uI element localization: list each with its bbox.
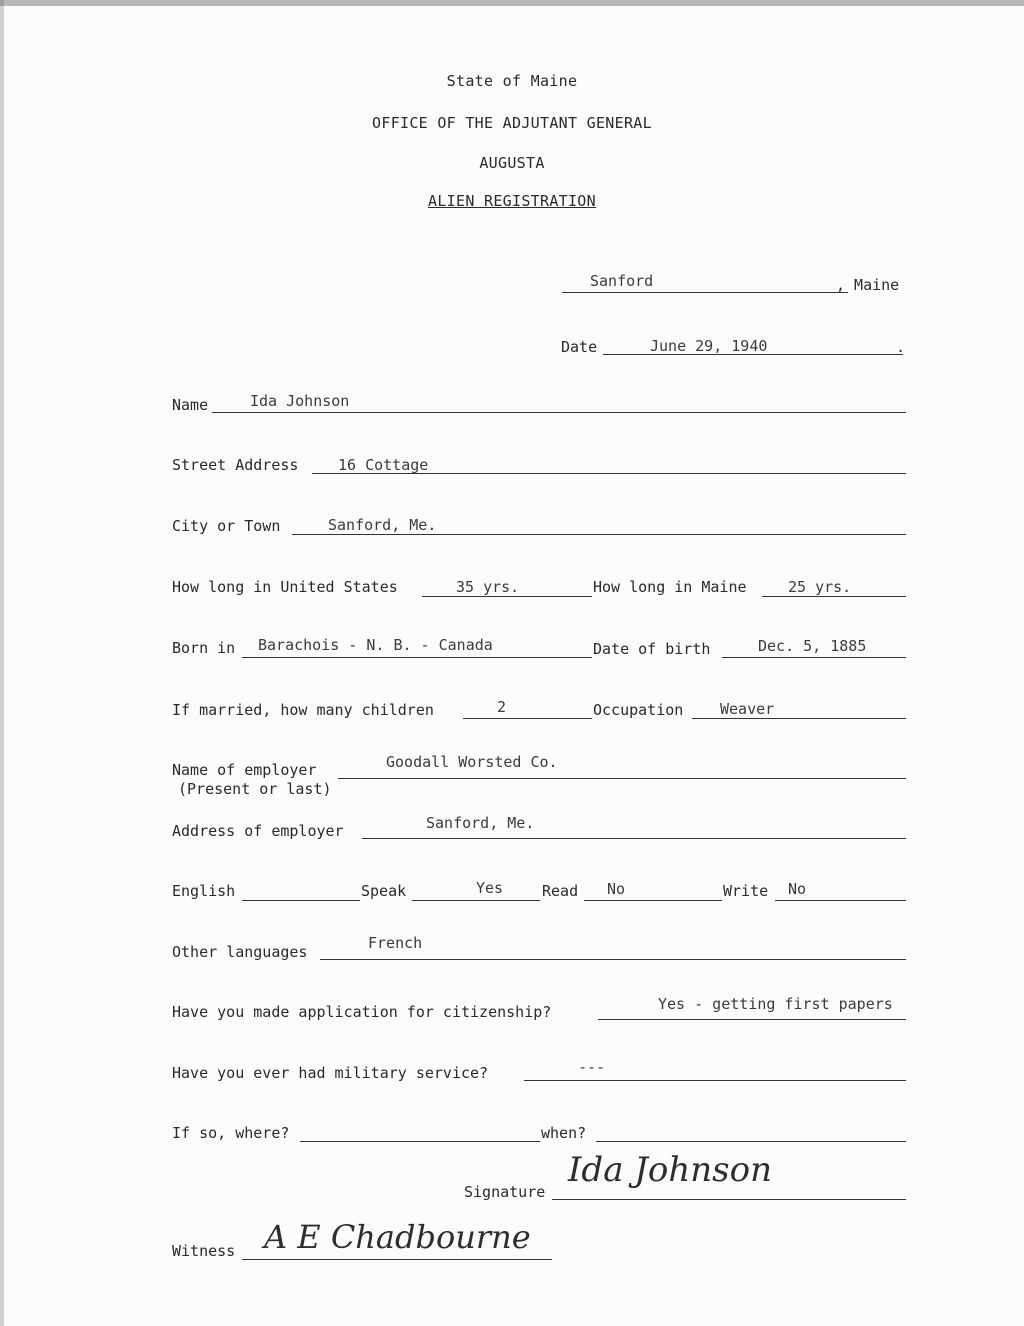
header-state: State of Maine bbox=[446, 72, 578, 90]
occupation-label: Occupation bbox=[593, 701, 684, 719]
street-label: Street Address bbox=[172, 456, 299, 474]
us-time-line bbox=[422, 596, 592, 597]
witness-handwriting: A E Chadbourne bbox=[264, 1218, 531, 1256]
date-line bbox=[603, 354, 903, 355]
maine-time-value: 25 yrs. bbox=[788, 578, 852, 596]
children-line bbox=[463, 718, 592, 719]
when-label: when? bbox=[541, 1124, 587, 1142]
born-label: Born in bbox=[172, 639, 236, 657]
speak-line bbox=[412, 900, 540, 901]
other-languages-label: Other languages bbox=[172, 943, 308, 961]
maine-time-label: How long in Maine bbox=[593, 578, 747, 596]
dob-line bbox=[722, 657, 906, 658]
military-line bbox=[524, 1080, 906, 1081]
english-label: English bbox=[172, 882, 236, 900]
other-languages-line bbox=[320, 959, 906, 960]
scan-top-edge bbox=[0, 0, 1024, 6]
speak-label: Speak bbox=[361, 882, 407, 900]
employer-sublabel: (Present or last) bbox=[178, 780, 332, 798]
header-office: OFFICE OF THE ADJUTANT GENERAL bbox=[372, 114, 652, 132]
place-line bbox=[562, 292, 848, 293]
name-line bbox=[212, 412, 906, 413]
employer-line bbox=[338, 778, 906, 779]
where-line bbox=[300, 1141, 540, 1142]
signature-handwriting: Ida Johnson bbox=[568, 1150, 772, 1190]
born-value: Barachois - N. B. - Canada bbox=[258, 636, 493, 654]
employer-label: Name of employer bbox=[172, 761, 317, 779]
date-value: June 29, 1940 bbox=[650, 337, 768, 355]
employer-address-label: Address of employer bbox=[172, 822, 344, 840]
english-line bbox=[242, 900, 360, 901]
children-label: If married, how many children bbox=[172, 701, 434, 719]
name-value: Ida Johnson bbox=[250, 392, 350, 410]
date-end: . bbox=[896, 338, 906, 356]
citizenship-value: Yes - getting first papers bbox=[658, 995, 893, 1013]
city-label: City or Town bbox=[172, 517, 281, 535]
place-suffix: , Maine bbox=[836, 276, 900, 294]
us-time-value: 35 yrs. bbox=[456, 578, 520, 596]
name-label: Name bbox=[172, 396, 209, 414]
write-value: No bbox=[788, 880, 807, 898]
street-line bbox=[312, 473, 906, 474]
military-label: Have you ever had military service? bbox=[172, 1064, 489, 1082]
employer-address-value: Sanford, Me. bbox=[426, 814, 535, 832]
born-line bbox=[242, 657, 592, 658]
occupation-value: Weaver bbox=[720, 700, 775, 718]
occupation-line bbox=[692, 718, 906, 719]
date-label: Date bbox=[561, 338, 598, 356]
employer-address-line bbox=[362, 838, 906, 839]
city-line bbox=[292, 534, 906, 535]
other-languages-value: French bbox=[368, 934, 423, 952]
street-value: 16 Cottage bbox=[338, 456, 429, 474]
place-value: Sanford bbox=[590, 272, 654, 290]
dob-value: Dec. 5, 1885 bbox=[758, 637, 867, 655]
read-value: No bbox=[607, 880, 626, 898]
read-label: Read bbox=[542, 882, 579, 900]
header-city: AUGUSTA bbox=[479, 154, 545, 172]
city-value: Sanford, Me. bbox=[328, 516, 437, 534]
witness-label: Witness bbox=[172, 1242, 236, 1260]
read-line bbox=[584, 900, 722, 901]
signature-label: Signature bbox=[464, 1183, 546, 1201]
witness-line bbox=[242, 1259, 552, 1260]
employer-value: Goodall Worsted Co. bbox=[386, 753, 558, 771]
dob-label: Date of birth bbox=[593, 640, 711, 658]
where-label: If so, where? bbox=[172, 1124, 290, 1142]
us-time-label: How long in United States bbox=[172, 578, 398, 596]
header-title: ALIEN REGISTRATION bbox=[428, 192, 596, 210]
when-line bbox=[596, 1141, 906, 1142]
signature-line bbox=[552, 1199, 906, 1200]
military-value: --- bbox=[578, 1058, 606, 1076]
speak-value: Yes bbox=[476, 879, 504, 897]
write-line bbox=[775, 900, 906, 901]
children-value: 2 bbox=[497, 698, 507, 716]
citizenship-line bbox=[598, 1019, 906, 1020]
maine-time-line bbox=[762, 596, 906, 597]
citizenship-label: Have you made application for citizenship? bbox=[172, 1003, 552, 1021]
write-label: Write bbox=[723, 882, 769, 900]
